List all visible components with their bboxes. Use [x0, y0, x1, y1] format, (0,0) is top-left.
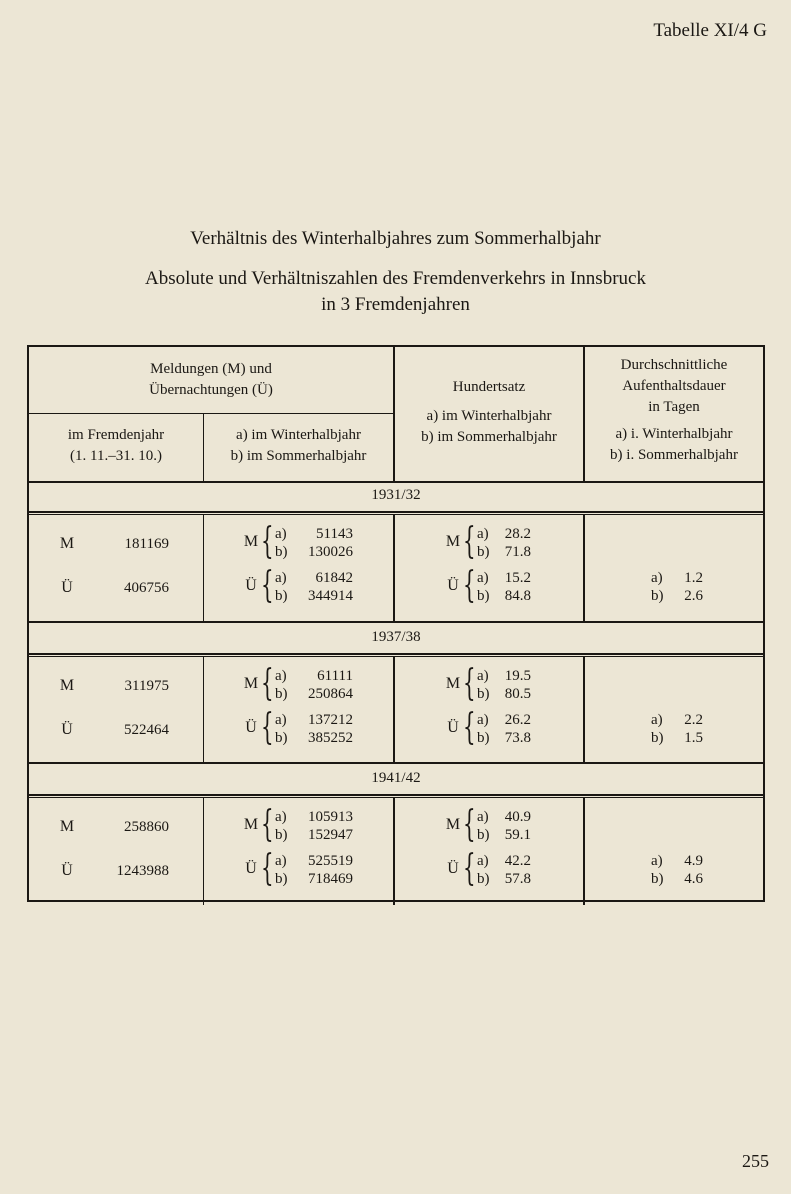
halbjahr-m-b-label: b): [275, 686, 288, 702]
page-title: Verhältnis des Winterhalbjahres zum Sommerhalbjahr: [190, 228, 601, 249]
table-divider: [29, 511, 763, 513]
halbjahr-m-brace: {: [261, 521, 274, 562]
page-subtitle: [0, 266, 791, 318]
percent-m-brace: {: [463, 663, 476, 704]
halbjahr-m-a-value: 61111: [317, 668, 353, 684]
header-dauer-line5: b) i. Sommerhalbjahr: [610, 447, 738, 463]
table-divider: [29, 514, 763, 515]
header-halbjahr-line1: a) im Winterhalbjahr: [236, 427, 361, 443]
dauer-b-label: b): [651, 871, 664, 887]
halbjahr-u-a-label: a): [275, 853, 287, 869]
table-divider: [203, 798, 204, 905]
header-hundertsatz: [395, 377, 583, 448]
halbjahr-m-a-label: a): [275, 809, 287, 825]
percent-m-a-value: 28.2: [504, 526, 531, 542]
percent-m-a-value: 40.9: [504, 809, 531, 825]
header-aufenthaltsdauer: [585, 355, 763, 466]
table-divider: [203, 657, 204, 764]
table-divider: [29, 413, 393, 414]
percent-m-a-label: a): [477, 526, 489, 542]
halbjahr-m-a-label: a): [275, 668, 287, 684]
halbjahr-u-a-value: 525519: [308, 853, 353, 869]
percent-u-letter: Ü: [447, 719, 459, 736]
percent-m-b-label: b): [477, 544, 490, 560]
percent-m-a-value: 19.5: [504, 668, 531, 684]
percent-u-a-label: a): [477, 712, 489, 728]
dauer-b-value: 4.6: [684, 871, 703, 887]
halbjahr-u-a-value: 61842: [315, 570, 353, 586]
halbjahr-u-brace: {: [261, 565, 274, 606]
percent-u-a-value: 15.2: [504, 570, 531, 586]
table-divider: [393, 798, 395, 905]
table-divider: [29, 794, 763, 796]
halbjahr-m-b-label: b): [275, 827, 288, 843]
year-label: 1937/38: [371, 629, 421, 645]
halbjahr-m-brace: {: [261, 804, 274, 845]
halbjahr-m-b-value: 130026: [308, 544, 353, 560]
halbjahr-m-a-value: 105913: [308, 809, 353, 825]
percent-m-brace: {: [463, 521, 476, 562]
table-divider: [583, 657, 585, 764]
total-u-value: 406756: [124, 580, 169, 596]
table-divider: [29, 797, 763, 798]
total-m-value: 181169: [124, 536, 169, 552]
percent-u-b-value: 73.8: [504, 730, 531, 746]
percent-u-b-label: b): [477, 730, 490, 746]
percent-m-letter: M: [445, 675, 461, 692]
percent-m-a-label: a): [477, 809, 489, 825]
header-fremdenjahr-line1: im Fremdenjahr: [67, 427, 165, 443]
halbjahr-m-letter: M: [243, 675, 259, 692]
halbjahr-m-b-label: b): [275, 544, 288, 560]
header-meldungen-line2: Übernachtungen (Ü): [149, 382, 273, 398]
header-fremdenjahr-line2: (1. 11.–31. 10.): [70, 448, 162, 464]
header-dauer-line2: Aufenthaltsdauer: [622, 378, 726, 394]
total-m-value: 311975: [124, 678, 169, 694]
halbjahr-u-a-label: a): [275, 712, 287, 728]
table-divider: [583, 515, 585, 622]
table-divider: [29, 656, 763, 657]
header-hundertsatz-line3: b) im Sommerhalbjahr: [421, 429, 557, 445]
dauer-b-label: b): [651, 730, 664, 746]
total-m-value: 258860: [124, 819, 169, 835]
page-label: Tabelle XI/4 G: [653, 20, 767, 41]
header-halbjahr-line2: b) im Sommerhalbjahr: [230, 448, 367, 464]
percent-u-brace: {: [463, 707, 476, 748]
total-u-letter: Ü: [61, 579, 73, 596]
dauer-a-value: 4.9: [684, 853, 703, 869]
table-divider: [29, 762, 763, 764]
table-divider: [393, 515, 395, 622]
halbjahr-u-b-value: 385252: [308, 730, 353, 746]
percent-m-brace: {: [463, 804, 476, 845]
percent-u-b-value: 57.8: [504, 871, 531, 887]
halbjahr-u-b-label: b): [275, 871, 288, 887]
halbjahr-u-brace: {: [261, 707, 274, 748]
percent-u-a-value: 42.2: [504, 853, 531, 869]
header-fremdenjahr: [29, 425, 203, 467]
percent-u-a-value: 26.2: [504, 712, 531, 728]
total-m-letter: M: [59, 535, 75, 552]
halbjahr-u-b-value: 718469: [308, 871, 353, 887]
dauer-b-label: b): [651, 588, 664, 604]
dauer-a-label: a): [651, 712, 663, 728]
percent-m-a-label: a): [477, 668, 489, 684]
percent-u-a-label: a): [477, 570, 489, 586]
percent-u-letter: Ü: [447, 860, 459, 877]
halbjahr-m-b-value: 250864: [308, 686, 353, 702]
halbjahr-u-letter: Ü: [245, 860, 257, 877]
percent-u-a-label: a): [477, 853, 489, 869]
halbjahr-m-a-value: 51143: [316, 526, 353, 542]
total-m-letter: M: [59, 818, 75, 835]
halbjahr-u-letter: Ü: [245, 577, 257, 594]
subtitle-line-2: in 3 Fremdenjahren: [321, 294, 470, 315]
total-m-letter: M: [59, 677, 75, 694]
subtitle-line-1: Absolute und Verhältniszahlen des Fremdenverkehrs in Innsbruck: [145, 268, 646, 289]
year-label: 1931/32: [371, 487, 421, 503]
halbjahr-u-b-label: b): [275, 730, 288, 746]
percent-u-brace: {: [463, 848, 476, 889]
header-dauer-line4: a) i. Winterhalbjahr: [615, 426, 733, 442]
percent-m-b-value: 71.8: [504, 544, 531, 560]
percent-m-letter: M: [445, 533, 461, 550]
table-divider: [583, 798, 585, 905]
header-meldungen: [29, 359, 393, 401]
table-divider: [29, 481, 763, 483]
dauer-b-value: 1.5: [684, 730, 703, 746]
percent-u-brace: {: [463, 565, 476, 606]
total-u-value: 1243988: [116, 863, 169, 879]
header-dauer-line3: in Tagen: [648, 399, 700, 415]
header-hundertsatz-line1: Hundertsatz: [452, 379, 526, 395]
halbjahr-u-brace: {: [261, 848, 274, 889]
halbjahr-u-a-label: a): [275, 570, 287, 586]
halbjahr-m-a-label: a): [275, 526, 287, 542]
dauer-a-value: 2.2: [684, 712, 703, 728]
header-dauer-line1: Durchschnittliche: [620, 357, 728, 373]
total-u-letter: Ü: [61, 721, 73, 738]
table-divider: [29, 621, 763, 623]
page-number: 255: [742, 1151, 769, 1171]
halbjahr-m-b-value: 152947: [308, 827, 353, 843]
dauer-a-label: a): [651, 570, 663, 586]
percent-m-b-value: 80.5: [504, 686, 531, 702]
total-u-letter: Ü: [61, 862, 73, 879]
total-u-value: 522464: [124, 722, 169, 738]
statistics-table: [27, 345, 765, 902]
year-label: 1941/42: [371, 770, 421, 786]
table-divider: [203, 515, 204, 622]
header-hundertsatz-line2: a) im Winterhalbjahr: [426, 408, 552, 424]
halbjahr-u-b-label: b): [275, 588, 288, 604]
percent-m-b-value: 59.1: [504, 827, 531, 843]
halbjahr-u-a-value: 137212: [308, 712, 353, 728]
percent-u-letter: Ü: [447, 577, 459, 594]
table-divider: [29, 653, 763, 655]
percent-m-b-label: b): [477, 827, 490, 843]
halbjahr-u-letter: Ü: [245, 719, 257, 736]
halbjahr-m-letter: M: [243, 533, 259, 550]
header-halbjahr: [204, 425, 393, 467]
header-meldungen-line1: Meldungen (M) und: [150, 361, 272, 377]
percent-u-b-value: 84.8: [504, 588, 531, 604]
percent-u-b-label: b): [477, 871, 490, 887]
dauer-b-value: 2.6: [684, 588, 703, 604]
halbjahr-u-b-value: 344914: [308, 588, 353, 604]
halbjahr-m-brace: {: [261, 663, 274, 704]
percent-u-b-label: b): [477, 588, 490, 604]
percent-m-b-label: b): [477, 686, 490, 702]
dauer-a-value: 1.2: [684, 570, 703, 586]
table-divider: [393, 657, 395, 764]
percent-m-letter: M: [445, 816, 461, 833]
dauer-a-label: a): [651, 853, 663, 869]
halbjahr-m-letter: M: [243, 816, 259, 833]
